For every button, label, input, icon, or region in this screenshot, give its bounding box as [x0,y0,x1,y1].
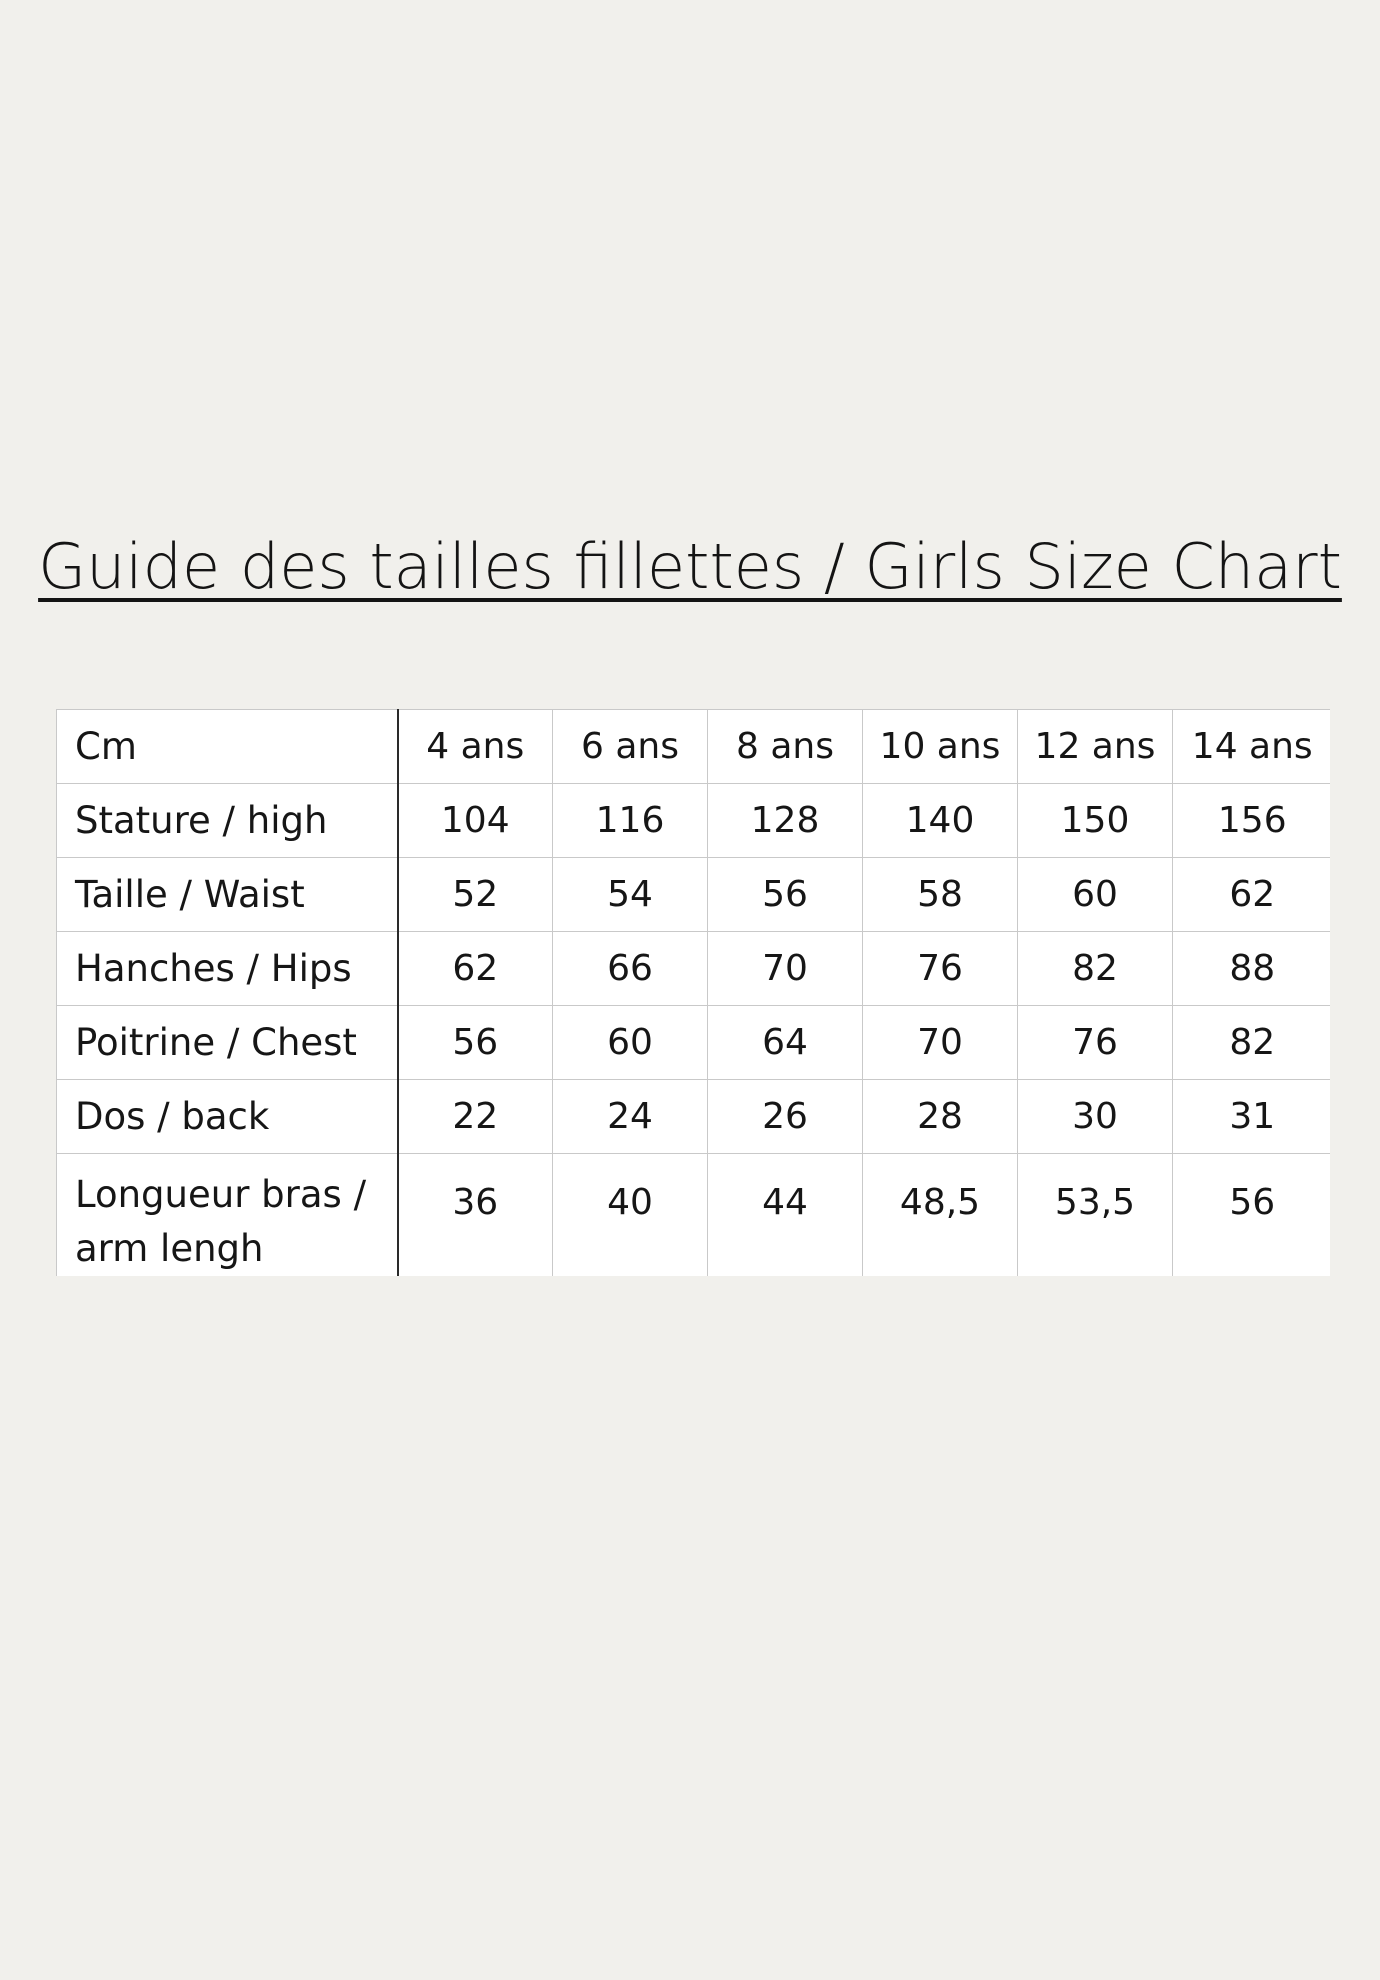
table-row-back [57,1080,1331,1154]
table-cell: 70 [708,932,863,1006]
table-cell: 128 [708,784,863,858]
row-label: Stature / high [57,784,398,858]
table-cell: 82 [1173,1006,1331,1080]
table-cell: 56 [398,1006,553,1080]
table-cell: 58 [863,858,1018,932]
header-cell-unit: Cm [57,710,398,784]
table-cell: 44 [708,1154,863,1277]
table-row-hips [57,932,1331,1006]
table-row-arm-length [57,1154,1331,1277]
table-cell: 28 [863,1080,1018,1154]
table-cell: 56 [708,858,863,932]
table-cell: 31 [1173,1080,1331,1154]
table-row-waist [57,858,1331,932]
table-cell: 140 [863,784,1018,858]
row-label: Dos / back [57,1080,398,1154]
table-cell: 24 [553,1080,708,1154]
header-cell-size: 14 ans [1173,710,1331,784]
row-label: Hanches / Hips [57,932,398,1006]
row-label: Longueur bras / arm lengh [57,1154,398,1277]
row-label: Taille / Waist [57,858,398,932]
size-chart-table-container [56,709,1330,1276]
header-cell-size: 10 ans [863,710,1018,784]
table-cell: 60 [553,1006,708,1080]
table-cell: 56 [1229,1182,1276,1223]
table-cell: 30 [1018,1080,1173,1154]
table-cell: 36 [398,1154,553,1277]
table-cell: 52 [398,858,553,932]
table-cell: 22 [398,1080,553,1154]
table-cell: 76 [1018,1006,1173,1080]
header-cell-size: 4 ans [398,710,553,784]
row-label: Poitrine / Chest [57,1006,398,1080]
table-cell: 156 [1173,784,1331,858]
page-title: Guide des tailles fillettes / Girls Size Chart [38,530,1342,603]
header-cell-size: 8 ans [708,710,863,784]
table-cell: 40 [553,1154,708,1277]
table-cell: 60 [1018,858,1173,932]
table-cell: 150 [1018,784,1173,858]
size-chart-table [56,709,1330,1276]
table-cell: 64 [708,1006,863,1080]
table-cell: 26 [708,1080,863,1154]
table-row-stature [57,784,1331,858]
table-row-chest [57,1006,1331,1080]
table-cell: 76 [863,932,1018,1006]
table-cell: 116 [553,784,708,858]
table-cell: 82 [1018,932,1173,1006]
table-cell: 88 [1173,932,1331,1006]
table-cell: 70 [863,1006,1018,1080]
table-cell: 54 [553,858,708,932]
table-cell: 66 [553,932,708,1006]
table-cell: 62 [398,932,553,1006]
table-cell: 104 [398,784,553,858]
table-header-row [57,710,1331,784]
table-cell: 62 [1173,858,1331,932]
header-cell-size: 12 ans [1018,710,1173,784]
table-cell: 48,5 [863,1154,1018,1277]
header-cell-size: 6 ans [553,710,708,784]
table-cell: 53,5 [1018,1154,1173,1277]
